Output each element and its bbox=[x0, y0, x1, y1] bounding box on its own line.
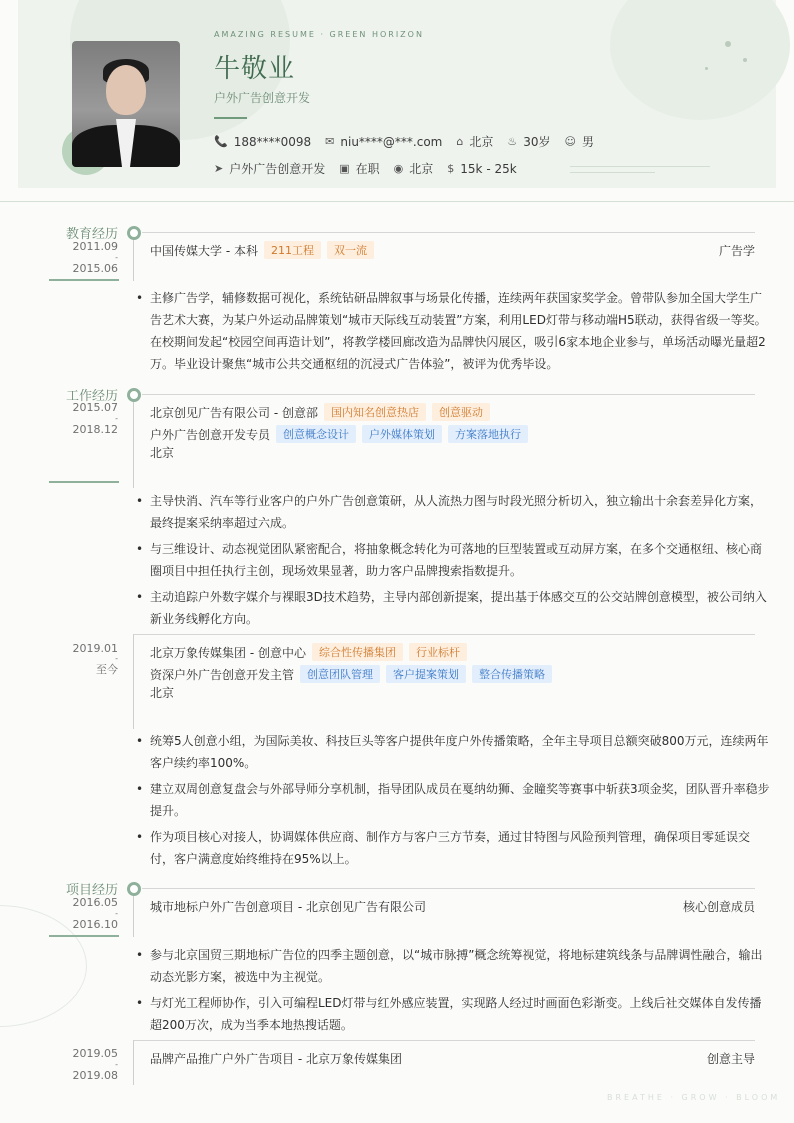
decor-line bbox=[570, 166, 710, 167]
company-tag: 国内知名创意热店 bbox=[324, 403, 426, 421]
project-bullet: • 参与北京国贸三期地标广告位的四季主题创意，以“城市脉搏”概念统筹视觉，将地标建筑线条与品牌调性融合，输出动态光影方案，被选中为主视觉。 bbox=[136, 944, 770, 988]
section-top-rule bbox=[142, 888, 755, 889]
date-end: 2018.12 bbox=[72, 423, 118, 436]
skill-tag: 方案落地执行 bbox=[448, 425, 528, 443]
age-text: 30岁 bbox=[523, 135, 551, 149]
company-tag: 创意驱动 bbox=[432, 403, 490, 421]
company-name: 北京创见广告有限公司 - 创意部 bbox=[150, 405, 318, 420]
location-icon: ◉ bbox=[393, 162, 404, 175]
project-name: 城市地标户外广告创意项目 - 北京创见广告有限公司 bbox=[150, 900, 426, 914]
date-sep: - bbox=[115, 414, 118, 423]
hometown-text: 北京 bbox=[469, 135, 494, 149]
cake-icon: ♨ bbox=[507, 135, 518, 148]
date-end: 2019.08 bbox=[72, 1069, 118, 1082]
candidate-name: 牛敬业 bbox=[214, 54, 296, 84]
phone-text: 188****0098 bbox=[233, 134, 312, 149]
timeline-line bbox=[133, 240, 134, 281]
date-start: 2015.07 bbox=[72, 401, 118, 414]
job-company-row bbox=[150, 403, 490, 421]
timeline-line bbox=[133, 896, 134, 937]
decor-line bbox=[570, 172, 655, 173]
salary-text: 15k - 25k bbox=[460, 161, 517, 176]
project-bullet: • 与灯光工程师协作，引入可编程LED灯带与红外感应装置，实现路人经过时画面色彩渐变。上线后社交媒体自发传播超200万次，成为当季本地热搜话题。 bbox=[136, 992, 770, 1036]
timeline-line bbox=[133, 634, 134, 729]
job-bullet: • 主导快消、汽车等行业客户的户外广告创意策研，从人流热力图与时段光照分析切入，独立输出十余套差异化方案，最终提案采纳率超过六成。 bbox=[136, 490, 770, 534]
status-text: 在职 bbox=[355, 162, 380, 176]
section-underline bbox=[49, 481, 119, 483]
decor-dot bbox=[725, 41, 731, 47]
education-entry-header bbox=[150, 241, 374, 259]
date-start: 2019.01 bbox=[72, 642, 118, 655]
profile-photo bbox=[72, 41, 180, 167]
job-bullet: • 主动追踪户外数字媒介与裸眼3D技术趋势，主导内部创新提案，提出基于体感交互的公交站牌创意模型，被公司纳入新业务线孵化方向。 bbox=[136, 586, 770, 630]
date-sep: - bbox=[115, 253, 118, 262]
project-role: 核心创意成员 bbox=[682, 900, 755, 914]
timeline-line bbox=[133, 1040, 134, 1085]
job-city: 北京 bbox=[150, 686, 175, 700]
section-heading-education: 教育经历 bbox=[65, 227, 118, 242]
timeline-node bbox=[127, 388, 141, 402]
resume-tagline: AMAZING RESUME · GREEN HORIZON bbox=[214, 30, 424, 39]
section-top-rule bbox=[142, 394, 755, 395]
major-name: 广告学 bbox=[718, 244, 755, 258]
mail-icon: ✉ bbox=[325, 135, 335, 148]
job-bullet: • 与三维设计、动态视觉团队紧密配合，将抽象概念转化为可落地的巨型装置或互动屏方案，在多个交通枢纽、核心商圈项目中担任执行主创，现场效果显著，助力客户品牌搜索指数提升。 bbox=[136, 538, 770, 582]
job-company-row bbox=[150, 643, 467, 661]
job-title: 资深户外广告创意开发主管 bbox=[150, 667, 295, 682]
salary-icon: $ bbox=[447, 162, 455, 175]
date-start: 2011.09 bbox=[72, 240, 118, 253]
job-bullet: • 统筹5人创意小组，为国际美妆、科技巨头等客户提供年度户外传播策略，全年主导项目总额突破800万元，连续两年客户续约率100%。 bbox=[136, 730, 770, 774]
home-icon: ⌂ bbox=[456, 135, 464, 148]
project-role: 创意主导 bbox=[706, 1052, 755, 1066]
section-underline bbox=[49, 935, 119, 937]
candidate-title: 户外广告创意开发 bbox=[214, 91, 311, 105]
section-heading-projects: 项目经历 bbox=[65, 883, 118, 898]
contact-row bbox=[214, 133, 594, 150]
job-title-row bbox=[150, 665, 552, 683]
briefcase-icon: ▣ bbox=[339, 162, 350, 175]
company-tag: 综合性传播集团 bbox=[312, 643, 403, 661]
header-divider bbox=[0, 201, 794, 202]
timeline-node bbox=[127, 882, 141, 896]
skill-tag: 客户提案策划 bbox=[386, 665, 466, 683]
date-sep: - bbox=[115, 654, 118, 663]
job-bullet: • 建立双周创意复盘会与外部导师分享机制，指导团队成员在戛纳幼狮、金瞳奖等赛事中斩获3项金奖，团队晋升率稳步提升。 bbox=[136, 778, 770, 822]
intent-city-text: 北京 bbox=[409, 162, 434, 176]
date-end: 2015.06 bbox=[72, 262, 118, 275]
entry-top-rule bbox=[134, 1040, 755, 1041]
skill-tag: 创意团队管理 bbox=[300, 665, 380, 683]
job-title-row bbox=[150, 425, 528, 443]
skill-tag: 创意概念设计 bbox=[276, 425, 356, 443]
date-end: 至今 bbox=[96, 663, 118, 676]
section-heading-work: 工作经历 bbox=[65, 389, 118, 404]
school-tag: 211工程 bbox=[264, 241, 321, 259]
date-end: 2016.10 bbox=[72, 918, 118, 931]
footer-watermark: BREATHE · GROW · BLOOM bbox=[607, 1093, 781, 1102]
date-start: 2019.05 bbox=[72, 1047, 118, 1060]
skill-tag: 户外媒体策划 bbox=[362, 425, 442, 443]
job-bullet: • 作为项目核心对接人，协调媒体供应商、制作方与客户三方节奏，通过甘特图与风险预判管理，确保项目零延误交付，客户满意度始终维持在95%以上。 bbox=[136, 826, 770, 870]
timeline-node bbox=[127, 226, 141, 240]
gender-text: 男 bbox=[582, 135, 595, 149]
job-intent-row bbox=[214, 160, 517, 177]
timeline-line bbox=[133, 402, 134, 488]
education-description: • 主修广告学，辅修数据可视化，系统钻研品牌叙事与场景化传播，连续两年获国家奖学金。曾带队参加全国大学生广告艺术大赛，为某户外运动品牌策划“城市天际线互动装置”方案，利用LED灯带与移动端H5联动，获得省级一等奖。在校期间发起“校园空间再造计划”，将教学楼回廊改造为品牌快闪展区，吸引6家本地企业参与，单场活动曝光量超2万。毕业设计聚焦“城市公共交通枢纽的沉浸式广告体验”，被评为优秀毕设。 bbox=[136, 287, 770, 375]
name-underline bbox=[214, 117, 247, 119]
decor-dot bbox=[705, 67, 708, 70]
entry-top-rule bbox=[134, 634, 755, 635]
skill-tag: 整合传播策略 bbox=[472, 665, 552, 683]
date-sep: - bbox=[115, 909, 118, 918]
send-icon: ➤ bbox=[214, 162, 224, 175]
company-tag: 行业标杆 bbox=[409, 643, 467, 661]
date-sep: - bbox=[115, 1060, 118, 1069]
section-top-rule bbox=[142, 232, 755, 233]
email-text: niu****@***.com bbox=[340, 134, 443, 149]
date-start: 2016.05 bbox=[72, 896, 118, 909]
company-name: 北京万象传媒集团 - 创意中心 bbox=[150, 645, 306, 660]
section-underline bbox=[49, 279, 119, 281]
gender-icon: ☺ bbox=[564, 135, 576, 148]
school-tag: 双一流 bbox=[327, 241, 374, 259]
job-city: 北京 bbox=[150, 446, 175, 460]
decor-dot bbox=[743, 58, 747, 62]
intent-position-text: 户外广告创意开发 bbox=[229, 162, 326, 176]
project-name: 品牌产品推广户外广告项目 - 北京万象传媒集团 bbox=[150, 1052, 402, 1066]
school-name: 中国传媒大学 - 本科 bbox=[150, 243, 258, 258]
phone-icon: 📞 bbox=[214, 135, 228, 148]
job-title: 户外广告创意开发专员 bbox=[150, 427, 271, 442]
